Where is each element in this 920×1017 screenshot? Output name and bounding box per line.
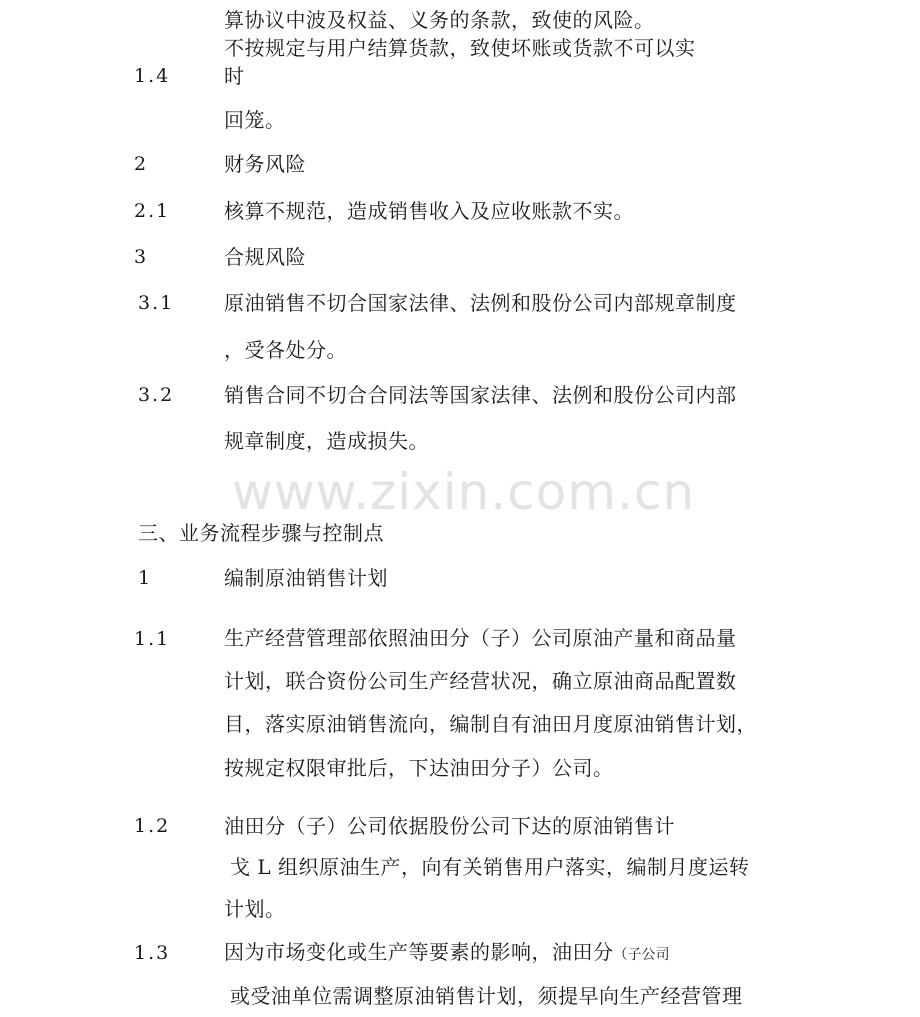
text-line: 规章制度，造成损失。 xyxy=(224,429,429,453)
text-line: 算协议中波及权益、义务的条款，致使的风险。 xyxy=(224,8,655,32)
text-line: 目，落实原油销售流向，编制自有油田月度原油销售计划， xyxy=(224,712,757,736)
text-line: 计划，联合资份公司生产经营状况，确立原油商品配置数 xyxy=(224,669,737,693)
item-number: 1.1 xyxy=(134,628,171,650)
watermark: www.zixin.com.cn xyxy=(232,463,696,521)
section-heading: 编制原油销售计划 xyxy=(224,566,388,590)
text-line: 时 xyxy=(224,64,245,88)
text-fragment: 因为市场变化或生产等要素的影响，油田分 xyxy=(224,940,614,964)
item-number: 3.1 xyxy=(138,292,175,314)
chapter-heading: 三、业务流程步骤与控制点 xyxy=(138,521,384,545)
item-number: 1.4 xyxy=(134,65,171,87)
item-number: 3.2 xyxy=(138,384,175,406)
text-line: 销售合同不切合合同法等国家法律、法例和股份公司内部 xyxy=(224,383,737,407)
item-number: 1.2 xyxy=(134,815,171,837)
text-line: 回笼。 xyxy=(224,108,286,132)
text-line: ，受各处分。 xyxy=(224,338,347,362)
item-number: 1 xyxy=(138,567,153,589)
text-line: 原油销售不切合国家法律、法例和股份公司内部规章制度 xyxy=(224,291,737,315)
text-line: 生产经营管理部依照油田分（子）公司原油产量和商品量 xyxy=(224,626,737,650)
text-line: 按规定权限审批后，下达油田分子）公司。 xyxy=(224,756,614,780)
item-number: 1.3 xyxy=(134,942,171,964)
text-fragment-small: （子公司 xyxy=(613,947,670,963)
text-line: 油田分（子）公司依据股份公司下达的原油销售计 xyxy=(224,814,675,838)
text-line: 核算不规范，造成销售收入及应收账款不实。 xyxy=(224,199,634,223)
text-line: 不按规定与用户结算货款，致使坏账或货款不可以实 xyxy=(224,36,696,60)
section-heading: 财务风险 xyxy=(224,152,306,176)
text-line xyxy=(224,939,670,968)
section-heading: 合规风险 xyxy=(224,245,306,269)
item-number: 2 xyxy=(134,153,149,175)
text-line: 戈 L 组织原油生产，向有关销售用户落实，编制月度运转 xyxy=(230,855,750,879)
text-line: 计划。 xyxy=(224,897,286,921)
text-line: 或受油单位需调整原油销售计划，须提早向生产经营管理 xyxy=(230,984,743,1008)
item-number: 3 xyxy=(134,246,149,268)
item-number: 2.1 xyxy=(134,200,171,222)
